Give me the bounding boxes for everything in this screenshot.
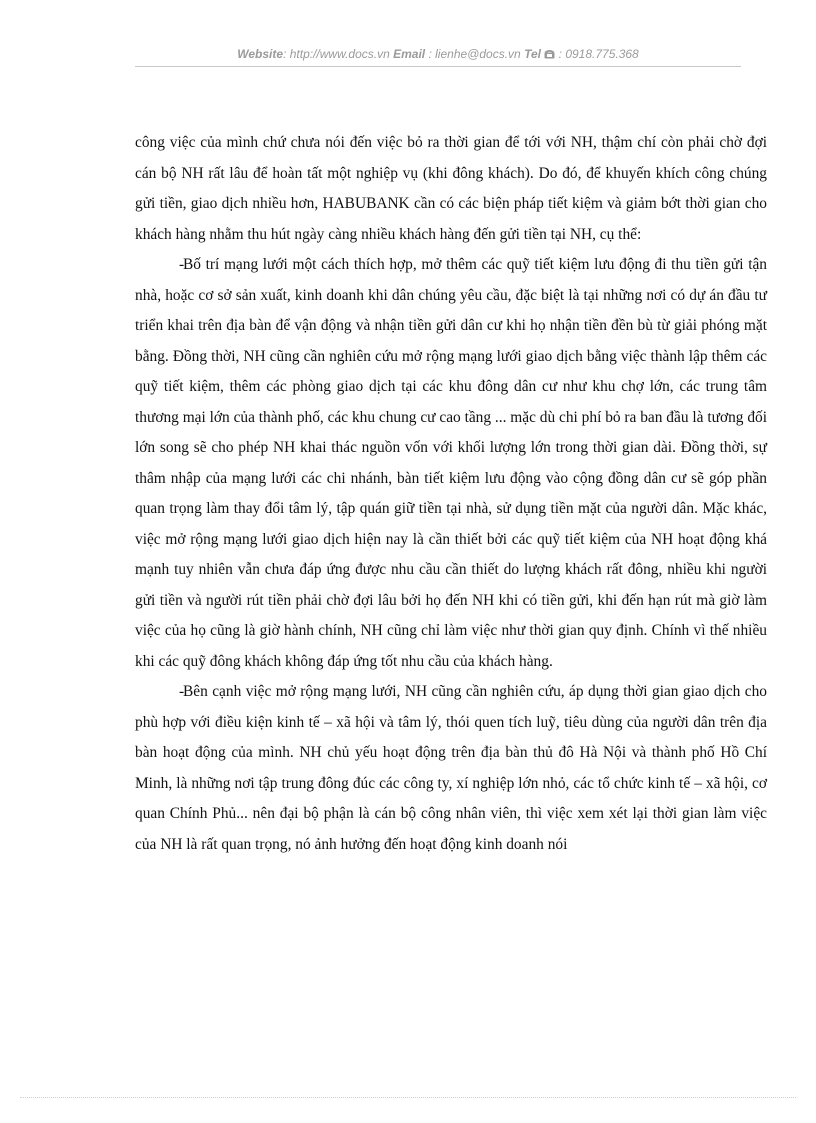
- bullet-text: Bố trí mạng lưới một cách thích hợp, mở thêm các quỹ tiết kiệm lưu động đi thu tiền gửi tận nhà, hoặc cơ sở sản xuất, kinh doanh khi dân chúng yêu cầu, đặc biệt là tại những nơi có dự án đầu tư triển khai trên địa bàn để vận động và nhận tiền gửi dân cư khi họ nhận tiền đền bù từ giải phóng mặt bằng. Đồng thời, NH cũng cần nghiên cứu mở rộng mạng lưới giao dịch bằng việc thành lập thêm các quỹ tiết kiệm, thêm các phòng giao dịch tại các khu đông dân cư như khu chợ lớn, các trung tâm thương mại lớn của thành phố, các khu chung cư cao tầng ... mặc dù chi phí bỏ ra ban đầu là tương đối lớn song sẽ cho phép NH khai thác nguồn vốn với khối lượng lớn trong thời gian dài. Đồng thời, sự thâm nhập của mạng lưới các chi nhánh, bàn tiết kiệm lưu động vào cộng đồng dân cư sẽ góp phần quan trọng làm thay đổi tâm lý, tập quán giữ tiền tại nhà, sử dụng tiền mặt của người dân. Mặc khác, việc mở rộng mạng lưới giao dịch hiện nay là cần thiết bởi các quỹ tiết kiệm của NH hoạt động khá mạnh tuy nhiên vẫn chưa đáp ứng được nhu cầu cần thiết do lượng khách rất đông, nhiều khi người gửi tiền và người rút tiền phải chờ đợi lâu bởi họ đến NH khi có tiền gửi, khi đến hạn rút mà giờ làm việc của họ cũng là giờ hành chính, NH cũng chỉ làm việc như thời gian quy định. Chính vì thế nhiều khi các quỹ đông khách không đáp ứng tốt nhu cầu của khách hàng.: [135, 256, 767, 670]
- paragraph-intro: công việc của mình chứ chưa nói đến việc bỏ ra thời gian để tới với NH, thậm chí còn phải chờ đợi cán bộ NH rất lâu để hoàn tất một nghiệp vụ (khi đông khách). Do đó, để khuyến khích công chúng gửi tiền, giao dịch nhiều hơn, HABUBANK cần có các biện pháp tiết kiệm và giảm bớt thời gian cho khách hàng nhằm thu hút ngày càng nhiều khách hàng đến gửi tiền tại NH, cụ thể:: [135, 134, 767, 243]
- header-divider: [135, 66, 741, 67]
- website-label: Website: [237, 47, 284, 61]
- phone-icon: [544, 47, 558, 61]
- website-url[interactable]: : http://www.docs.vn: [283, 47, 390, 61]
- email-address[interactable]: : lienhe@docs.vn: [425, 47, 521, 61]
- document-body: [135, 128, 767, 860]
- page-header: [135, 47, 741, 61]
- bullet-item: [135, 677, 767, 860]
- footer-divider: [20, 1097, 796, 1098]
- tel-label: Tel: [524, 47, 541, 61]
- bullet-item: [135, 250, 767, 677]
- bullet-text: Bên cạnh việc mở rộng mạng lưới, NH cũng cần nghiên cứu, áp dụng thời gian giao dịch cho phù hợp với điều kiện kinh tế – xã hội và tâm lý, thói quen tích luỹ, tiêu dùng của người dân trên địa bàn hoạt động của mình. NH chủ yếu hoạt động trên địa bàn thủ đô Hà Nội và thành phố Hồ Chí Minh, là những nơi tập trung đông đúc các công ty, xí nghiệp lớn nhỏ, các tổ chức kinh tế – xã hội, cơ quan Chính Phủ... nên đại bộ phận là cán bộ công nhân viên, thì việc xem xét lại thời gian làm việc của NH là rất quan trọng, nó ảnh hưởng đến hoạt động kinh doanh nói: [135, 683, 767, 853]
- bullet-marker: -: [179, 256, 185, 273]
- phone-number: : 0918.775.368: [558, 47, 639, 61]
- bullet-marker: -: [179, 683, 185, 700]
- email-label: Email: [393, 47, 426, 61]
